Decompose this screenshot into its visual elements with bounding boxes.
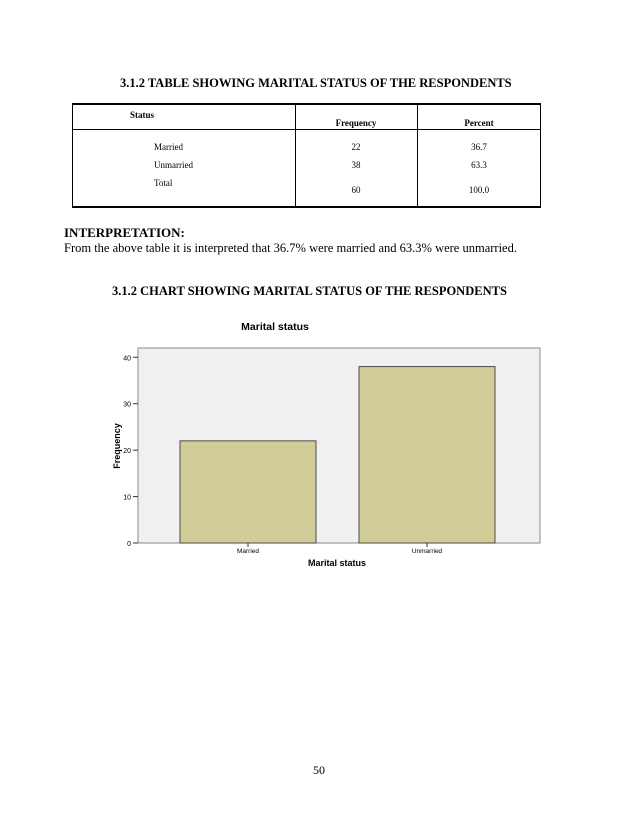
chart-title: Marital status bbox=[241, 321, 309, 333]
y-tick-label: 20 bbox=[123, 448, 131, 456]
x-tick-label: Unmarried bbox=[411, 548, 443, 555]
y-axis-label: Frequency bbox=[112, 423, 122, 469]
bar-unmarried bbox=[359, 367, 495, 543]
header-status: Status bbox=[130, 110, 155, 120]
marital-status-table bbox=[72, 103, 541, 208]
x-axis-label: Marital status bbox=[307, 558, 367, 568]
header-percent: Percent bbox=[464, 118, 494, 128]
y-tick-label: 30 bbox=[123, 401, 131, 409]
y-tick-label: 40 bbox=[123, 355, 131, 363]
interpretation-title: INTERPRETATION: bbox=[64, 225, 185, 240]
y-tick-label: 10 bbox=[123, 494, 131, 502]
row-unmarried-frequency: 38 bbox=[351, 160, 361, 170]
row-unmarried-status: Unmarried bbox=[154, 160, 193, 170]
row-total-percent: 100.0 bbox=[468, 185, 490, 195]
y-tick-label: 0 bbox=[127, 541, 131, 548]
interpretation-text: From the above table it is interpreted that 36.7% were married and 63.3% were unmarried. bbox=[64, 241, 517, 255]
table-heading: 3.1.2 TABLE SHOWING MARITAL STATUS OF THE RESPONDENTS bbox=[120, 76, 512, 90]
page-number: 50 bbox=[313, 763, 325, 777]
row-total-frequency: 60 bbox=[351, 185, 361, 195]
table-header-rule bbox=[72, 129, 541, 130]
chart-heading: 3.1.2 CHART SHOWING MARITAL STATUS OF THE RESPONDENTS bbox=[112, 284, 507, 298]
row-married-percent: 36.7 bbox=[471, 142, 487, 152]
row-married-frequency: 22 bbox=[351, 142, 361, 152]
marital-status-chart bbox=[100, 314, 550, 574]
row-married-status: Married bbox=[154, 142, 183, 152]
x-tick-label: Married bbox=[236, 548, 260, 555]
table-left-border bbox=[72, 105, 73, 206]
bar-married bbox=[180, 441, 316, 543]
row-total-status: Total bbox=[154, 178, 173, 188]
header-frequency: Frequency bbox=[335, 118, 377, 128]
row-unmarried-percent: 63.3 bbox=[471, 160, 487, 170]
